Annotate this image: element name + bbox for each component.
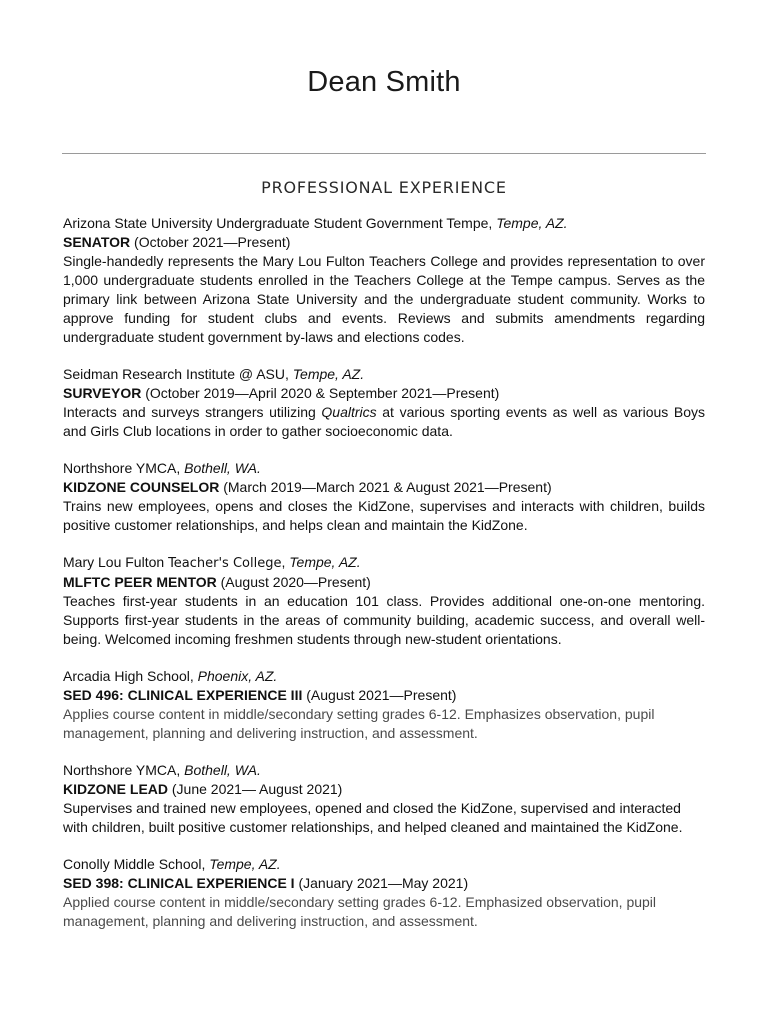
- experience-entry: [63, 761, 705, 837]
- experience-entry: [63, 855, 705, 931]
- org-name: ,: [281, 554, 290, 570]
- candidate-name: Dean Smith: [307, 66, 461, 98]
- org-location: Tempe, AZ.: [292, 366, 365, 382]
- entry-role: [63, 233, 705, 252]
- role-title: MLFTC PEER MENTOR: [63, 574, 217, 590]
- entry-description: Applies course content in middle/secondary setting grades 6-12. Emphasizes observation, pupil management, planning and delivering instruction, and assessment.: [63, 706, 655, 741]
- entry-role: [63, 478, 705, 497]
- entry-organization: [63, 667, 705, 686]
- org-name: Northshore YMCA,: [63, 762, 185, 778]
- entry-description: Supervises and trained new employees, opened and closed the KidZone, supervised and interacted with children, built positive customer relationships, and helped cleaned and maintained the KidZone.: [63, 800, 683, 835]
- org-name: Mary Lou Fulton: [63, 554, 169, 570]
- role-title: SED 398: CLINICAL EXPERIENCE I: [63, 875, 295, 891]
- experience-entry: [63, 459, 705, 535]
- entry-description: Applied course content in middle/secondary setting grades 6-12. Emphasized observation, pupil management, planning and delivering instruction, and assessment.: [63, 894, 657, 929]
- entry-role: [63, 686, 705, 705]
- entry-organization: [63, 761, 705, 780]
- org-location: Bothell, WA.: [184, 460, 261, 476]
- role-dates: (March 2019—March 2021 & August 2021—Present): [219, 479, 552, 495]
- entry-description: Teaches first-year students in an education 101 class. Provides additional one-on-one mentoring. Supports first-year students in the areas of community building, academic success, and overall well-being. Welcomed incoming freshmen students through new-student orientations.: [63, 593, 705, 647]
- org-location: Tempe, AZ.: [209, 856, 281, 872]
- org-location: Tempe, AZ.: [289, 554, 361, 570]
- org-name: Northshore YMCA,: [63, 460, 185, 476]
- description-emphasis: Qualtrics: [321, 404, 377, 420]
- role-dates: (August 2021—Present): [302, 687, 457, 703]
- role-dates: (August 2020—Present): [216, 574, 371, 590]
- org-name: Conolly Middle School,: [63, 856, 210, 872]
- entry-description: Trains new employees, opens and closes the KidZone, supervises and interacts with children, builds positive customer relationships, and helps clean and maintain the KidZone.: [63, 498, 705, 533]
- org-location: Phoenix, AZ.: [197, 668, 278, 684]
- experience-list: [63, 214, 705, 949]
- experience-entry: [63, 553, 705, 649]
- entry-organization: [63, 855, 705, 874]
- entry-description: [63, 403, 705, 441]
- entry-role: [63, 780, 705, 799]
- role-title: SURVEYOR: [63, 385, 142, 401]
- entry-role: [63, 874, 705, 893]
- section-title: PROFESSIONAL EXPERIENCE: [261, 178, 507, 197]
- entry-description: Single-handedly represents the Mary Lou Fulton Teachers College and provides representation to over 1,000 undergraduate students enrolled in the Teachers College at the Tempe campus. Serves as the primary link between Arizona State University and the undergraduate student community. Works to approve funding for student clubs and events. Reviews and submits amendments regarding undergraduate student government by-laws and elections codes.: [63, 253, 705, 345]
- header-divider: [62, 153, 706, 154]
- org-location: Tempe, AZ.: [496, 215, 568, 231]
- experience-entry: [63, 667, 705, 743]
- role-dates: (June 2021— August 2021): [168, 781, 343, 797]
- role-dates: (October 2019—April 2020 & September 2021—Present): [141, 385, 500, 401]
- role-title: SED 496: CLINICAL EXPERIENCE III: [63, 687, 303, 703]
- org-name: Arcadia High School,: [63, 668, 198, 684]
- org-name: Arizona State University Undergraduate Student Government Tempe,: [63, 215, 497, 231]
- description-text: Interacts and surveys strangers utilizing: [63, 404, 322, 420]
- description-text: at various sporting events as well as various Boys and Girls Club locations in order to gather socioeconomic data.: [63, 404, 706, 439]
- entry-role: [63, 384, 705, 403]
- entry-organization: [63, 459, 705, 478]
- role-dates: (October 2021—Present): [130, 234, 291, 250]
- entry-organization: [63, 214, 705, 233]
- entry-organization: [63, 365, 705, 384]
- org-location: Bothell, WA.: [184, 762, 261, 778]
- role-title: KIDZONE COUNSELOR: [63, 479, 220, 495]
- entry-organization: [63, 553, 705, 573]
- role-dates: (January 2021—May 2021): [294, 875, 469, 891]
- experience-entry: [63, 214, 705, 347]
- experience-entry: [63, 365, 705, 441]
- org-name: Teacher's College: [168, 556, 282, 571]
- role-title: SENATOR: [63, 234, 131, 250]
- org-name: Seidman Research Institute @ ASU,: [63, 366, 293, 382]
- entry-role: [63, 573, 705, 592]
- role-title: KIDZONE LEAD: [63, 781, 168, 797]
